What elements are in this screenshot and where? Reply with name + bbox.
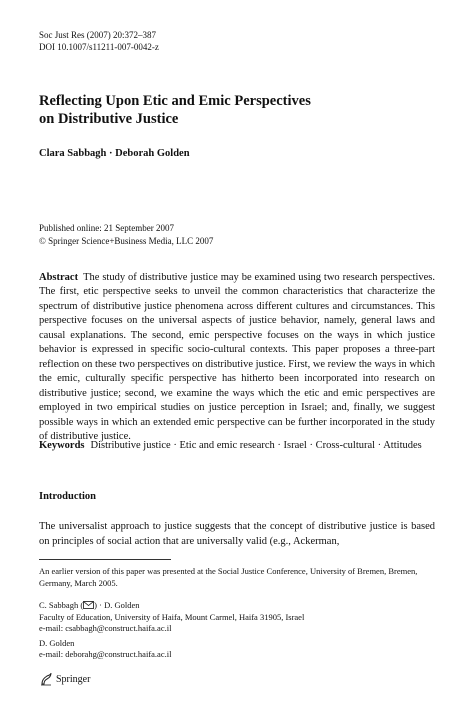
copyright: © Springer Science+Business Media, LLC 2007	[39, 236, 214, 246]
keywords	[39, 438, 435, 453]
faculty-address: Faculty of Education, University of Haifa, Mount Carmel, Haifa 31905, Israel	[39, 612, 305, 623]
email-sabbagh[interactable]: e-mail: csabbagh@construct.haifa.ac.il	[39, 623, 172, 634]
keywords-label: Keywords	[39, 440, 85, 451]
title-line-2: on Distributive Justice	[39, 111, 179, 127]
author-suffix: ) · D. Golden	[94, 600, 140, 610]
keywords-text: Distributive justice · Etic and emic research · Israel · Cross-cultural · Attitudes	[90, 440, 422, 451]
affiliation-block-2	[39, 638, 171, 660]
abstract-text: The study of distributive justice may be examined using two research perspectives. The first, etic perspective seeks to unveil the common characteristics that characterize the spectrum of distributive justice phenomena across different cultures and circumstances. This perspective focuses on the universal aspects of justice behavior, namely, general laws and causal explanations. The second, emic perspective focuses on the ways in which justice behavior is expressed in specific socio-cultural contexts. This paper proposes a three-part reflection on these two perspectives on distributive justice. First, we review the ways in which the emic, culturally specific perspective has hitherto been incorporated into research on distributive justice; second, we examine the ways which the etic and emic perspectives are employed in two empirical studies on justice perception in Israel; and, finally, we suggest possible ways in which an extended emic perspective can be further incorporated in the study of distributive justice.	[39, 272, 435, 442]
article-title	[39, 92, 439, 128]
journal-header	[39, 29, 159, 53]
doi: DOI 10.1007/s11211-007-0042-z	[39, 42, 159, 52]
published-online: Published online: 21 September 2007	[39, 223, 174, 233]
author-prefix: C. Sabbagh (	[39, 600, 84, 610]
author-list: Clara Sabbagh · Deborah Golden	[39, 148, 190, 159]
title-line-1: Reflecting Upon Etic and Emic Perspectives	[39, 93, 311, 109]
introduction-text: The universalist approach to justice suggests that the concept of distributive justice is based on principles of social action that are universally valid (e.g., Ackerman,	[39, 521, 435, 547]
author-golden: D. Golden	[39, 638, 75, 648]
affiliation-block	[39, 600, 304, 635]
springer-logo-icon	[39, 672, 53, 686]
abstract	[39, 271, 435, 444]
section-heading-introduction: Introduction	[39, 491, 96, 502]
publication-info	[39, 222, 213, 248]
springer-name: Springer	[56, 673, 91, 685]
envelope-icon	[83, 601, 94, 612]
email-golden[interactable]: e-mail: deborahg@construct.haifa.ac.il	[39, 649, 172, 660]
corresponding-authors	[39, 600, 304, 612]
footnote-rule	[39, 559, 171, 560]
footnote: An earlier version of this paper was presented at the Social Justice Conference, University of Bremen, Bremen, Germany, March 2005.	[39, 566, 418, 588]
abstract-label: Abstract	[39, 272, 79, 283]
journal-citation: Soc Just Res (2007) 20:372–387	[39, 30, 156, 40]
publisher-footer	[39, 672, 90, 686]
